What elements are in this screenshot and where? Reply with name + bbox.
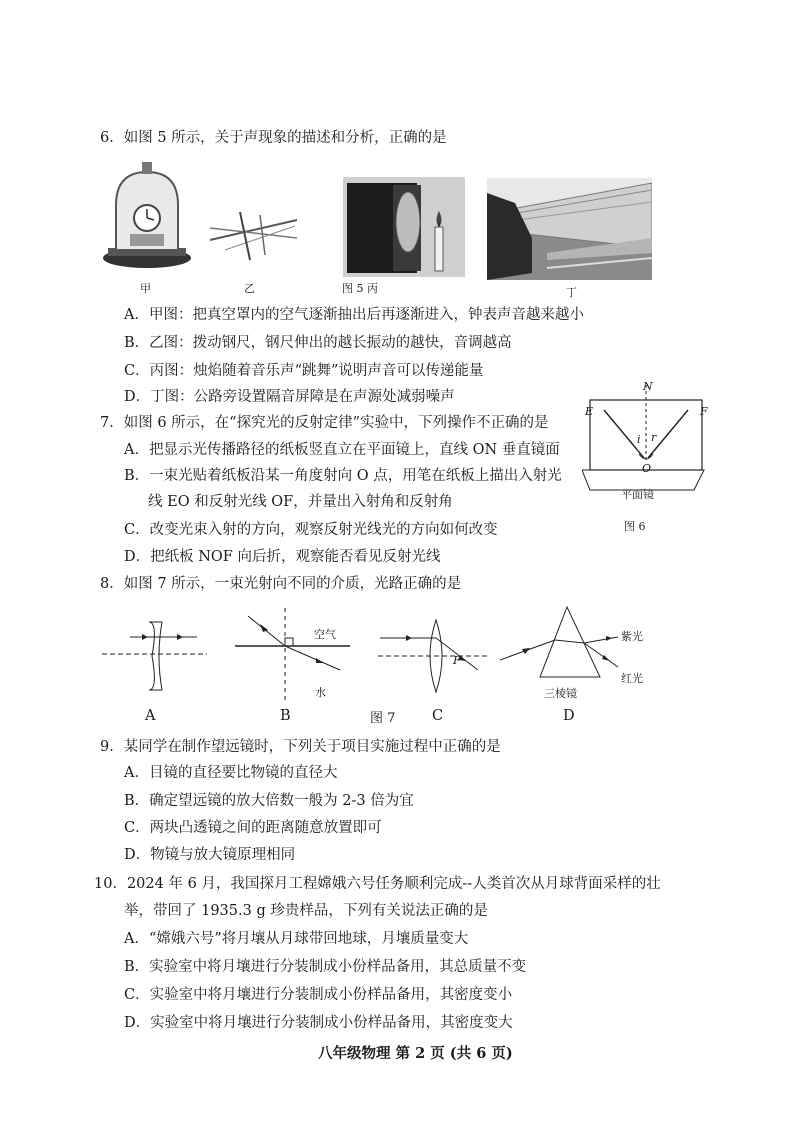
q10-option-d: D．实验室中将月壤进行分装制成小份样品备用，其密度变大 [124,1015,513,1031]
q10-stem-line2: 举，带回了 1935.3 g 珍贵样品，下列有关说法正确的是 [124,903,488,919]
q6-option-a: A．甲图：把真空罩内的空气逐渐抽出后再逐渐进入，钟表声音越来越小 [124,307,584,323]
q8-stem: 8．如图 7 所示，一束光射向不同的介质，光路正确的是 [100,576,462,592]
q6-option-c: C．丙图：烛焰随着音乐声“跳舞”说明声音可以传递能量 [124,363,484,379]
q6-option-b: B．乙图：拨动钢尺，钢尺伸出的越长振动的越快，音调越高 [124,335,512,351]
figure-7-label-b: B [280,708,291,724]
figure-7-label-air: 空气 [314,628,336,641]
q7-option-b-cont: 线 EO 和反射光线 OF，并量出入射角和反射角 [148,494,453,510]
figure-7-label-red: 红光 [621,672,643,685]
figure-5-caption-d: 丁 [566,286,577,299]
figure-6-label-o: O [642,462,652,475]
q9-option-d: D．物镜与放大镜原理相同 [124,847,296,863]
q6-stem: 6．如图 5 所示，关于声现象的描述和分析，正确的是 [100,130,447,146]
q6-option-d: D．丁图：公路旁设置隔音屏障是在声源处减弱噪声 [124,389,455,405]
q7-option-d: D．把纸板 NOF 向后折，观察能否看见反射光线 [124,549,441,565]
q10-stem-line1: 10．2024 年 6 月，我国探月工程嫦娥六号任务顺利完成--人类首次从月球背面采样的壮 [94,876,661,892]
q7-option-b: B．一束光贴着纸板沿某一角度射向 O 点，用笔在纸板上描出入射光 [124,468,562,484]
figure-6-label-i: i [637,433,641,446]
figure-6-label-r: r [651,431,657,444]
figure-6-label-n: N [643,380,653,393]
q10-option-c: C．实验室中将月壤进行分装制成小份样品备用，其密度变小 [124,987,513,1003]
figure-5-bell-jar [100,160,195,272]
figure-7-label-c: C [432,708,444,724]
figure-5-caption-c: 图 5 丙 [342,282,378,295]
figure-7-label-prism: 三棱镜 [544,687,577,700]
figure-7-caption: 图 7 [370,711,396,726]
figure-5-speaker-candle [343,177,465,277]
figure-7d-prism [500,605,620,683]
page-footer: 八年级物理 第 2 页 (共 6 页) [318,1045,513,1062]
figure-7-label-water: 水 [315,686,326,699]
q10-option-b: B．实验室中将月壤进行分装制成小份样品备用，其总质量不变 [124,959,527,975]
q9-stem: 9．某同学在制作望远镜时，下列关于项目实施过程中正确的是 [100,739,501,755]
figure-5-highway-barrier [487,178,652,280]
figure-7a-concave-lens [102,618,207,698]
q7-option-c: C．改变光束入射的方向，观察反射光线光的方向如何改变 [124,522,498,538]
figure-7-label-f: F [453,654,461,667]
q9-option-a: A．目镜的直径要比物镜的直径大 [124,765,338,781]
q9-option-b: B．确定望远镜的放大倍数一般为 2-3 倍为宜 [124,793,414,809]
q10-option-a: A．“嫦娥六号”将月壤从月球带回地球，月壤质量变大 [124,931,469,947]
q7-option-a: A．把显示光传播路径的纸板竖直立在平面镜上，直线 ON 垂直镜面 [124,442,560,458]
figure-6-label-f: F [700,405,708,418]
figure-5-steel-ruler [205,200,300,265]
figure-5-caption-a: 甲 [140,282,151,295]
figure-7-label-violet: 紫光 [621,630,643,643]
figure-7c-convex-lens [378,618,488,698]
figure-7-label-a: A [145,708,156,724]
figure-6-label-mirror: 平面镜 [621,488,654,501]
figure-5-caption-b: 乙 [244,282,255,295]
figure-7-label-d: D [563,708,575,724]
q7-stem: 7．如图 6 所示，在“探究光的反射定律”实验中，下列操作不正确的是 [100,415,549,431]
q9-option-c: C．两块凸透镜之间的距离随意放置即可 [124,820,382,836]
figure-7b-refraction [230,608,355,703]
figure-6-caption: 图 6 [624,520,646,533]
figure-6-label-e: E [585,405,594,418]
